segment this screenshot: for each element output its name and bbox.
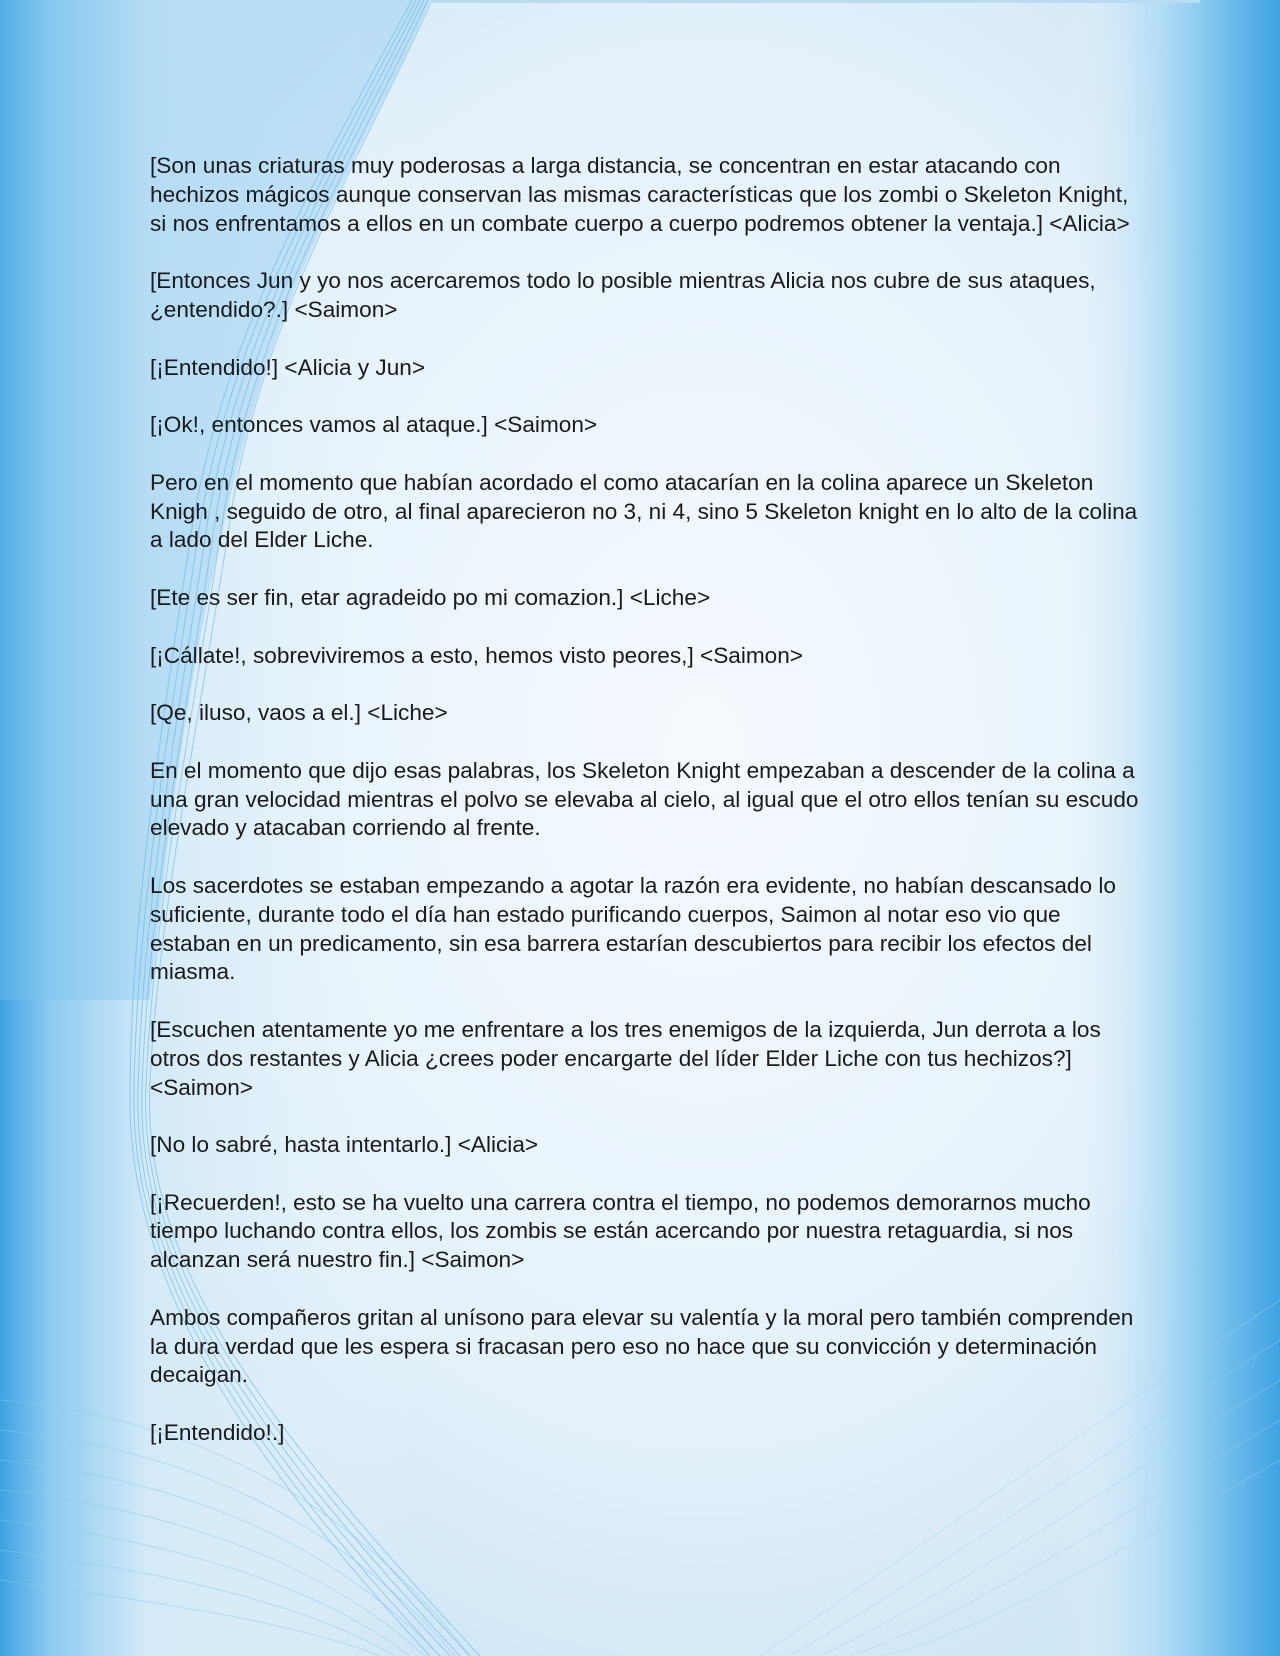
paragraph-8: [Qe, iluso, vaos a el.] <Liche>	[150, 700, 448, 726]
paragraph-9: En el momento que dijo esas palabras, los Skeleton Knight empezaban a descender de la colina a una gran velocidad mientras el polvo se elevaba al cielo, al igual que el otro ellos tenían su escudo elevado y atacaban corriendo al frente.	[150, 757, 1139, 841]
paragraph-2: [Entonces Jun y yo nos acercaremos todo lo posible mientras Alicia nos cubre de sus ataques, ¿entendido?.] <Saimon>	[150, 268, 1096, 322]
paragraph-10: Los sacerdotes se estaban empezando a agotar la razón era evidente, no habían descansado lo suficiente, durante todo el día han estado purificando cuerpos, Saimon al notar eso vio que estaban en un predicamento, sin esa barrera estarían descubiertos para recibir los efectos del miasma.	[150, 872, 1116, 985]
paragraph-4: [¡Ok!, entonces vamos al ataque.] <Saimon>	[150, 412, 598, 438]
paragraph-13: [¡Recuerden!, esto se ha vuelto una carrera contra el tiempo, no podemos demorarnos mucho tiempo luchando contra ellos, los zombis se están acercando por nuestra retaguardia, si nos alcanzan será nuestro fin.] <Saimon>	[150, 1189, 1091, 1273]
paragraph-3: [¡Entendido!] <Alicia y Jun>	[150, 354, 426, 380]
paragraph-14: Ambos compañeros gritan al unísono para elevar su valentía y la moral pero también comprenden la dura verdad que les espera si fracasan pero eso no hace que su convicción y determinación decaigan.	[150, 1304, 1134, 1388]
paragraph-11: [Escuchen atentamente yo me enfrentare a los tres enemigos de la izquierda, Jun derrota a los otros dos restantes y Alicia ¿crees poder encargarte del líder Elder Liche con tus hechizos?] <Saimon>	[150, 1016, 1101, 1100]
document-body	[150, 152, 1140, 1448]
paragraph-6: [Ete es ser fin, etar agradeido po mi comazion.] <Liche>	[150, 584, 711, 610]
paragraph-15: [¡Entendido!.]	[150, 1420, 285, 1446]
paragraph-12: [No lo sabré, hasta intentarlo.] <Alicia>	[150, 1132, 539, 1158]
paragraph-7: [¡Cállate!, sobreviviremos a esto, hemos visto peores,] <Saimon>	[150, 642, 804, 668]
paragraph-1: [Son unas criaturas muy poderosas a larga distancia, se concentran en estar atacando con hechizos mágicos aunque conservan las mismas características que los zombi o Skeleton Knight, si nos enfrentamos a ellos en un combate cuerpo a cuerpo podremos obtener la ventaja.] <Alicia>	[150, 153, 1130, 236]
paragraph-5: Pero en el momento que habían acordado el como atacarían en la colina aparece un Skeleton Knigh , seguido de otro, al final aparecieron no 3, ni 4, sino 5 Skeleton knight en lo alto de la colina a lado del Elder Liche.	[150, 469, 1138, 553]
